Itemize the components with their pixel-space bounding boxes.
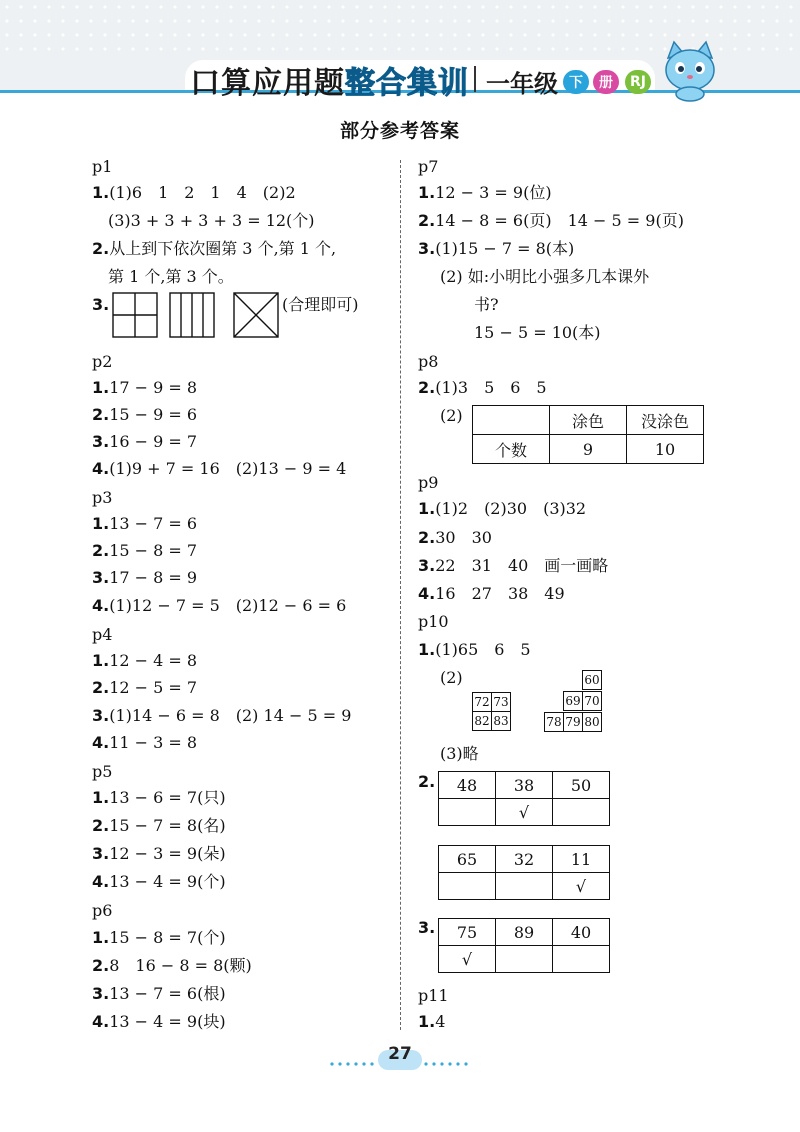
section-p5: p5 <box>92 762 113 781</box>
table-cell: 11 <box>553 846 610 873</box>
p10-q1-sub2: (2) <box>440 668 463 687</box>
table-cell: 32 <box>496 846 553 873</box>
section-p3: p3 <box>92 488 113 507</box>
p9-q3 <box>418 556 608 576</box>
answer-text: 13 − 6 = 7(只) <box>109 788 226 807</box>
grid-cell: 70 <box>582 691 602 711</box>
table-cell: 89 <box>496 919 553 946</box>
check-mark: √ <box>496 799 553 826</box>
table-cell: 48 <box>439 772 496 799</box>
q-number: 1. <box>418 1012 436 1031</box>
q-number: 4. <box>92 733 110 752</box>
q-number: 2. <box>92 678 110 697</box>
column-divider <box>400 160 401 1030</box>
number-grid-a-bottom <box>473 711 511 731</box>
table-cell: 没涂色 <box>627 406 704 435</box>
answer-text: 16 − 9 = 7 <box>109 432 198 451</box>
p9-q2 <box>418 528 492 548</box>
p11-q1 <box>418 1012 445 1032</box>
answer-text: 22 31 40 画一画略 <box>435 556 609 575</box>
answer-text: 13 − 4 = 9(个) <box>109 872 226 891</box>
table-cell: 75 <box>439 919 496 946</box>
q-number: 1. <box>418 640 436 659</box>
answer-text: 13 − 4 = 9(块) <box>109 1012 226 1031</box>
p5-q1 <box>92 788 226 808</box>
p1-q3-note: (合理即可) <box>282 295 359 314</box>
table-cell <box>496 946 553 973</box>
grade-separator <box>474 66 476 92</box>
grade-label: 一年级 <box>486 70 558 98</box>
section-p1: p1 <box>92 157 113 176</box>
grid-cell: 79 <box>563 712 583 732</box>
p8-q2-sub: (2) <box>440 406 463 425</box>
q-number: 2. <box>92 956 110 975</box>
p10-q2-table-1 <box>438 771 610 826</box>
grid-cell: 82 <box>472 711 492 731</box>
number-grid-a-top <box>473 692 511 712</box>
section-p9: p9 <box>418 473 439 492</box>
answer-text: 13 − 7 = 6 <box>109 514 198 533</box>
grid-cell: 83 <box>491 711 511 731</box>
edition-badge: RJ <box>625 70 651 94</box>
answer-text: 13 − 7 = 6(根) <box>109 984 226 1003</box>
answer-text: 8 16 − 8 = 8(颗) <box>109 956 252 975</box>
p1-q3-number <box>92 295 109 315</box>
p1-q3-shapes <box>112 292 282 338</box>
q-number: 3. <box>92 568 110 587</box>
answer-text: 15 − 9 = 6 <box>109 405 198 424</box>
p6-q3 <box>92 984 226 1004</box>
q-number: 3. <box>418 918 436 937</box>
q-number: 4. <box>418 584 436 603</box>
q-number: 2. <box>418 772 436 791</box>
q-number: 2. <box>418 528 436 547</box>
answer-text: 15 − 7 = 8(名) <box>109 816 226 835</box>
p2-q1 <box>92 378 197 398</box>
grid-cell: 73 <box>491 692 511 712</box>
number-grid-b-bottom <box>545 712 602 732</box>
p10-q2-number <box>418 772 435 792</box>
p2-q2 <box>92 405 197 425</box>
q-number: 4. <box>92 459 110 478</box>
number-grid-b-top <box>583 670 602 690</box>
table-row <box>473 406 704 435</box>
table-row <box>439 799 610 826</box>
check-mark: √ <box>439 946 496 973</box>
section-p4: p4 <box>92 625 113 644</box>
section-p2: p2 <box>92 352 113 371</box>
q-number: 3. <box>92 844 110 863</box>
grid-cell: 72 <box>472 692 492 712</box>
q-number: 3. <box>92 432 110 451</box>
p6-q4 <box>92 1012 226 1032</box>
table-cell: 9 <box>550 435 627 464</box>
section-p8: p8 <box>418 352 439 371</box>
p2-q4 <box>92 459 346 479</box>
p5-q2 <box>92 816 226 836</box>
grid-cell: 78 <box>544 712 564 732</box>
table-cell <box>553 946 610 973</box>
section-p11: p11 <box>418 986 449 1005</box>
answer-text: 17 − 9 = 8 <box>109 378 198 397</box>
q-number: 1. <box>418 183 436 202</box>
p3-q3 <box>92 568 197 588</box>
q-number: 2. <box>92 541 110 560</box>
table-cell: 个数 <box>473 435 550 464</box>
p2-q3 <box>92 432 197 452</box>
q-number: 4. <box>92 872 110 891</box>
grid-cell: 60 <box>582 670 602 690</box>
section-p7: p7 <box>418 157 439 176</box>
p1-q1-line2: (3)3 + 3 + 3 + 3 = 12(个) <box>108 211 315 230</box>
q-number: 4. <box>92 596 110 615</box>
p5-q3 <box>92 844 226 864</box>
table-row <box>439 919 610 946</box>
p1-q1 <box>92 183 296 203</box>
answer-text: 15 − 8 = 7(个) <box>109 928 226 947</box>
check-mark: √ <box>553 873 610 900</box>
p3-q2 <box>92 541 197 561</box>
p10-q3-table <box>438 918 610 973</box>
p8-q2 <box>418 378 547 398</box>
answer-text: (1)15 − 7 = 8(本) <box>435 239 575 258</box>
answer-text: (1)14 − 6 = 8 (2) 14 − 5 = 9 <box>109 706 352 725</box>
answer-text: (1)3 5 6 5 <box>435 378 547 397</box>
section-p6: p6 <box>92 901 113 920</box>
number-grid-b-middle <box>564 691 602 711</box>
q-number: 2. <box>92 816 110 835</box>
answer-text: 12 − 5 = 7 <box>109 678 198 697</box>
p4-q1 <box>92 651 197 671</box>
q-number: 1. <box>92 378 110 397</box>
answer-text: (1)9 + 7 = 16 (2)13 − 9 = 4 <box>109 459 347 478</box>
table-row <box>439 772 610 799</box>
p9-q4 <box>418 584 565 604</box>
table-row <box>439 873 610 900</box>
p7-q2 <box>418 211 684 231</box>
p9-q1 <box>418 499 586 519</box>
q-number: 4. <box>92 1012 110 1031</box>
q-number: 1. <box>92 928 110 947</box>
square-split-diagonal <box>234 293 278 337</box>
q-number: 3. <box>418 556 436 575</box>
table-cell <box>553 799 610 826</box>
series-title-part2: 整合集训 <box>345 66 469 101</box>
p8-count-table <box>472 405 704 464</box>
section-p10: p10 <box>418 612 449 631</box>
term-badge-1: 下 <box>563 70 589 94</box>
page-number: 27 <box>388 1044 412 1064</box>
table-cell: 50 <box>553 772 610 799</box>
table-row <box>439 846 610 873</box>
answer-text: (1)6 1 2 1 4 (2)2 <box>109 183 296 202</box>
answer-text: 4 <box>435 1012 446 1031</box>
q-number: 1. <box>92 514 110 533</box>
q-number: 1. <box>92 651 110 670</box>
answer-text: 16 27 38 49 <box>435 584 565 603</box>
p3-q4 <box>92 596 346 616</box>
table-cell: 65 <box>439 846 496 873</box>
grid-cell: 80 <box>582 712 602 732</box>
table-cell: 10 <box>627 435 704 464</box>
p7-q3-line4: 15 − 5 = 10(本) <box>474 323 601 342</box>
table-cell <box>439 873 496 900</box>
q-number: 3. <box>92 984 110 1003</box>
answer-text: 12 − 3 = 9(位) <box>435 183 552 202</box>
square-split-strips <box>170 293 214 337</box>
answer-text: (1)2 (2)30 (3)32 <box>435 499 587 518</box>
p3-q1 <box>92 514 197 534</box>
answer-text: (1)12 − 7 = 5 (2)12 − 6 = 6 <box>109 596 347 615</box>
square-split-four <box>113 293 157 337</box>
table-cell <box>439 799 496 826</box>
p6-q1 <box>92 928 226 948</box>
answer-text: 30 30 <box>435 528 492 547</box>
table-cell: 38 <box>496 772 553 799</box>
p4-q4 <box>92 733 197 753</box>
p1-q2-line2: 第 1 个,第 3 个。 <box>108 267 234 286</box>
table-cell <box>496 873 553 900</box>
answer-text: 从上到下依次圈第 3 个,第 1 个, <box>109 239 337 258</box>
table-row <box>473 435 704 464</box>
p6-q2 <box>92 956 252 976</box>
answer-text: 14 − 8 = 6(页) 14 − 5 = 9(页) <box>435 211 684 230</box>
table-row <box>439 946 610 973</box>
answer-text: (1)65 6 5 <box>435 640 531 659</box>
q-number: 2. <box>92 405 110 424</box>
q-number: 2. <box>418 378 436 397</box>
p7-q3-line2: (2) 如:小明比小强多几本课外 <box>440 267 650 286</box>
p5-q4 <box>92 872 226 892</box>
page-title: 部分参考答案 <box>339 120 460 142</box>
p7-q3 <box>418 239 574 259</box>
p7-q3-line3: 书? <box>474 295 499 314</box>
p10-q1 <box>418 640 531 660</box>
series-title-part1: 口算应用题 <box>190 66 345 101</box>
q-number: 3. <box>92 706 110 725</box>
p4-q2 <box>92 678 197 698</box>
p7-q1 <box>418 183 552 203</box>
q-number: 2. <box>418 211 436 230</box>
p10-q2-table-2 <box>438 845 610 900</box>
table-cell: 40 <box>553 919 610 946</box>
table-cell: 涂色 <box>550 406 627 435</box>
answer-text: 12 − 4 = 8 <box>109 651 198 670</box>
series-title <box>190 58 469 102</box>
p1-q2 <box>92 239 336 259</box>
answer-text: 12 − 3 = 9(朵) <box>109 844 226 863</box>
p10-q3-number <box>418 918 435 938</box>
answer-text: 17 − 8 = 9 <box>109 568 198 587</box>
answer-text: 15 − 8 = 7 <box>109 541 198 560</box>
p10-q1-sub3: (3)略 <box>440 744 479 763</box>
q-number: 3. <box>418 239 436 258</box>
term-badge-2: 册 <box>593 70 619 94</box>
q-number: 1. <box>418 499 436 518</box>
answer-text: 11 − 3 = 8 <box>109 733 198 752</box>
q-number: 1. <box>92 788 110 807</box>
grid-cell: 69 <box>563 691 583 711</box>
q-number: 3. <box>92 295 110 314</box>
q-number: 1. <box>92 183 110 202</box>
cat-mascot-icon <box>660 40 720 102</box>
table-cell <box>473 406 550 435</box>
p4-q3 <box>92 706 351 726</box>
q-number: 2. <box>92 239 110 258</box>
